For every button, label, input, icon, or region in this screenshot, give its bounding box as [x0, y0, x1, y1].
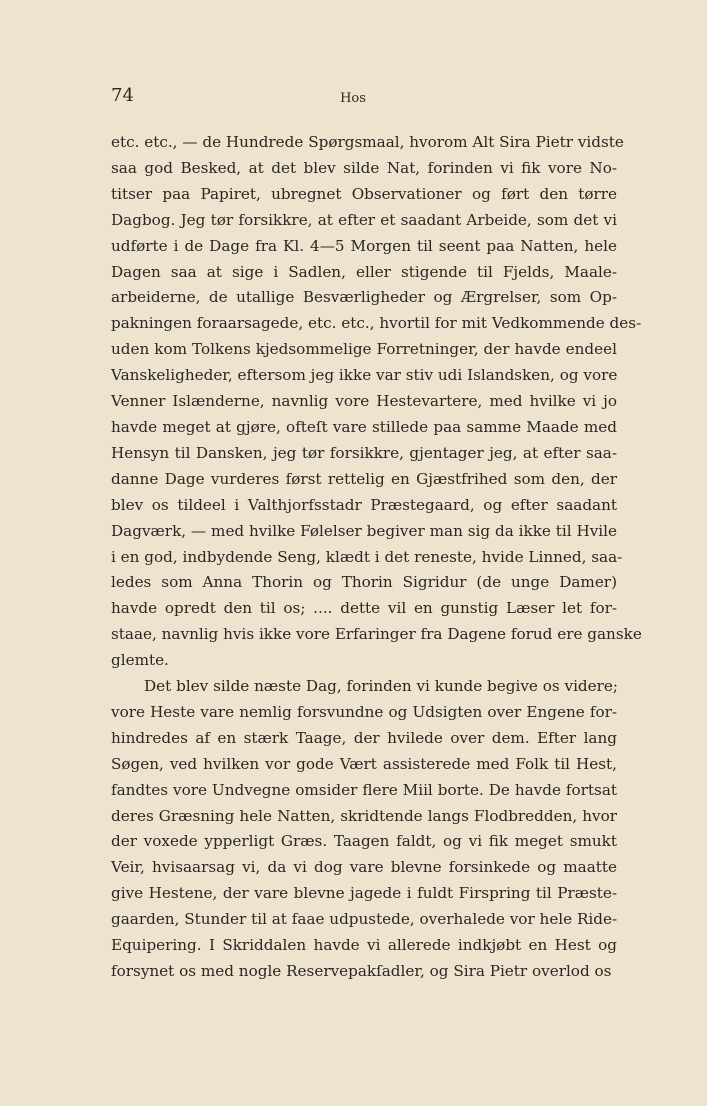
text-line: glemte.	[111, 651, 169, 670]
text-line: blev os tildeel i Valthjorfsstadr Præstegaard, og efter saadant	[111, 495, 617, 514]
text-line: titser paa Papiret, ubregnet Observationer og ført den tørre	[111, 184, 617, 203]
text-line: etc. etc., — de Hundrede Spørgsmaal, hvorom Alt Sira Pietr vidste	[111, 133, 624, 151]
text-line: Venner Islænderne, navnlig vore Hestevartere, med hvilke vi jo	[111, 392, 617, 411]
text-line: havde meget at gjøre, ofteſt vare stillede paa samme Maade med	[111, 417, 617, 436]
text-line: give Hestene, der vare blevne jagede i fuldt Firspring til Præste-	[111, 884, 617, 903]
text-line: deres Græsning hele Natten, skridtende langs Flodbredden, hvor	[111, 806, 617, 825]
text-line: Dagværk, — med hvilke Følelser begiver man sig da ikke til Hvile	[111, 521, 617, 540]
paragraph	[111, 674, 617, 985]
text-line: uden kom Tolkens kjedsommelige Forretninger, der havde endeel	[111, 340, 617, 359]
text-line: der voxede ypperligt Græs. Taagen faldt, og vi fik meget smukt	[111, 832, 617, 851]
body-text	[111, 130, 642, 985]
text-line: havde opredt den til os; .... dette vil en gunstig Læser let for-	[111, 599, 617, 618]
text-line: Det blev silde næste Dag, forinden vi kunde begive os videre;	[144, 677, 619, 696]
text-line: ledes som Anna Thorin og Thorin Sigridur (de unge Damer)	[111, 573, 617, 592]
text-line: fandtes vore Undvegne omsider flere Miil borte. De havde fortsat	[111, 780, 617, 799]
text-line: forsynet os med nogle Reservepakſadler, og Sira Pietr overlod os	[111, 962, 612, 980]
text-line: Vanskeligheder, eftersom jeg ikke var stiv udi Islandsken, og vore	[111, 366, 618, 385]
text-line: staae, navnlig hvis ikke vore Erfaringer fra Dagene forud ere ganske	[111, 625, 642, 644]
running-head: Hos	[340, 91, 366, 106]
text-line: saa god Besked, at det blev silde Nat, forinden vi fik vore No-	[111, 158, 617, 177]
text-line: udførte i de Dage fra Kl. 4—5 Morgen til seent paa Natten, hele	[111, 236, 617, 255]
text-line: i en god, indbydende Seng, klædt i det reneste, hvide Linned, saa-	[111, 547, 623, 566]
text-line: Equipering. I Skriddalen havde vi allerede indkjøbt en Hest og	[111, 936, 617, 955]
text-line: vore Heste vare nemlig forsvundne og Udsigten over Engene for-	[111, 702, 617, 721]
text-line: Søgen, ved hvilken vor gode Vært assisterede med Folk til Hest,	[111, 754, 617, 773]
text-line: Hensyn til Dansken, jeg tør forsikkre, gjentager jeg, at efter saa-	[111, 443, 617, 462]
text-line: Dagen saa at sige i Sadlen, eller stigende til Fjelds, Maale-	[111, 262, 617, 281]
page-number: 74	[111, 85, 134, 106]
text-line: arbeiderne, de utallige Besværligheder og Ærgrelser, som Op-	[111, 288, 617, 307]
text-line: Veir, hvisaarsag vi, da vi dog vare blevne forsinkede og maatte	[111, 858, 617, 877]
paragraph	[111, 130, 642, 674]
text-line: danne Dage vurderes først rettelig en Gjæstfrihed som den, der	[111, 469, 617, 488]
text-line: pakningen foraarsagede, etc. etc., hvortil for mit Vedkommende des-	[111, 314, 642, 333]
text-line: gaarden, Stunder til at faae udpustede, overhalede vor hele Ride-	[111, 910, 618, 929]
text-line: Dagbog. Jeg tør forsikkre, at efter et saadant Arbeide, som det vi	[111, 210, 617, 229]
text-line: hindredes af en stærk Taage, der hvilede over dem. Efter lang	[111, 728, 617, 747]
